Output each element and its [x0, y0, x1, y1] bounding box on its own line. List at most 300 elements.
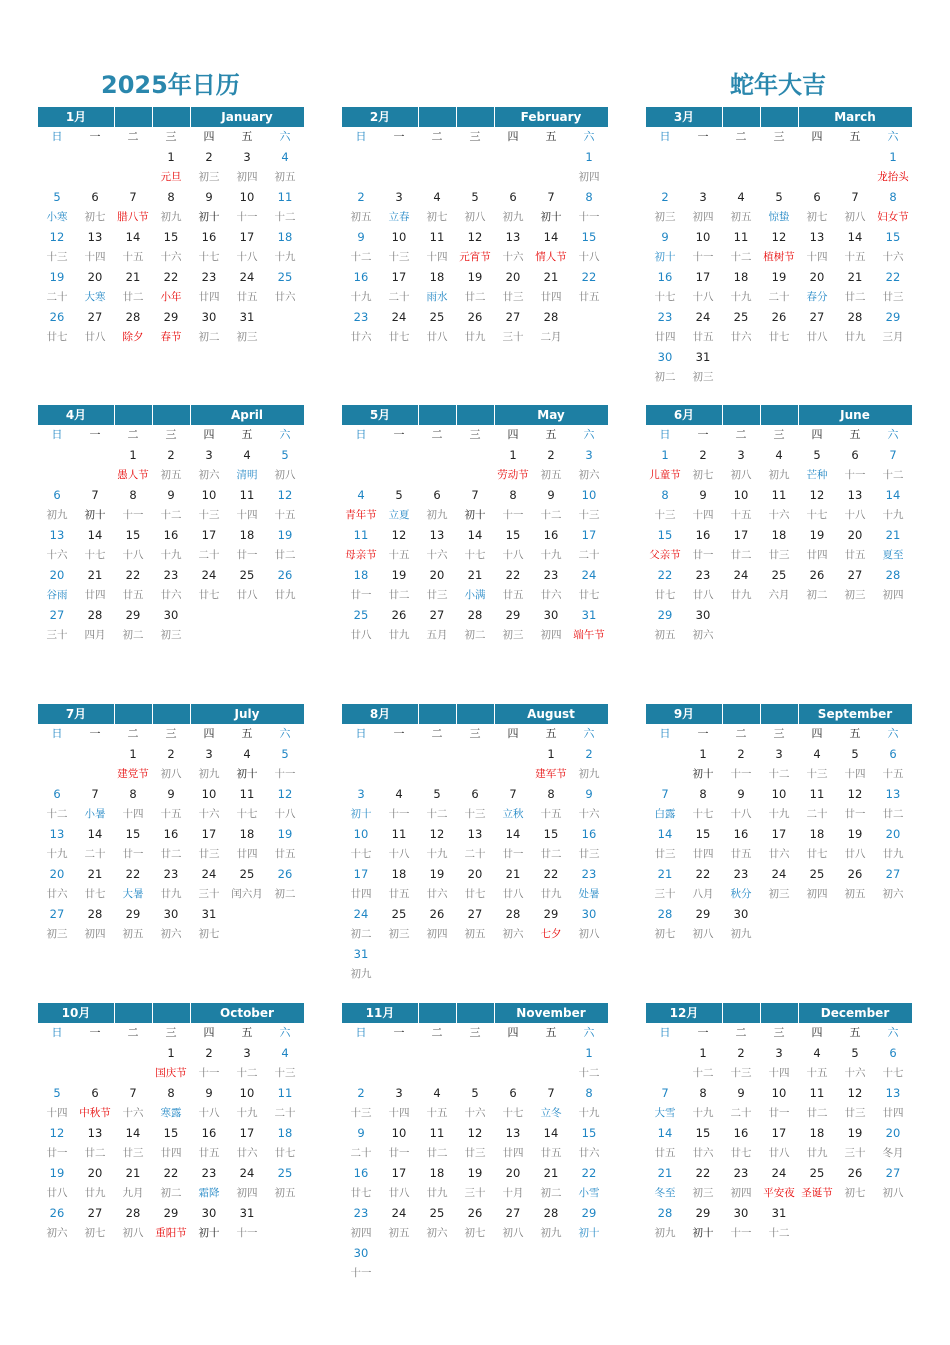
month-header	[38, 405, 304, 425]
month-header	[342, 405, 608, 425]
lunar-cell	[798, 625, 836, 645]
lunar-cell: 廿八	[768, 1147, 790, 1159]
lunar-cell: 初五	[160, 469, 182, 481]
lunar-cell	[380, 1063, 418, 1083]
date-cell: 18	[809, 827, 825, 841]
lunar-cell: 初九	[540, 1227, 562, 1239]
lunar-cell: 闰六月	[231, 888, 263, 900]
date-cell	[342, 445, 380, 465]
lunar-row	[646, 545, 912, 565]
date-cell	[38, 445, 76, 465]
lunar-cell: 廿八	[502, 888, 524, 900]
lunar-cell: 二十	[388, 291, 410, 303]
date-cell: 26	[49, 310, 65, 324]
lunar-cell: 端午节	[573, 629, 605, 641]
lunar-cell: 初二	[540, 1187, 562, 1199]
date-cell: 26	[467, 1206, 483, 1220]
date-cell: 13	[505, 1126, 521, 1140]
header-divider	[494, 107, 495, 127]
lunar-cell: 初五	[274, 171, 296, 183]
lunar-row	[38, 1143, 304, 1163]
lunar-cell: 十七	[806, 509, 828, 521]
lunar-cell: 六月	[768, 589, 790, 601]
date-cell: 24	[391, 310, 407, 324]
date-cell: 24	[695, 310, 711, 324]
month-number: 12月	[669, 1006, 699, 1020]
lunar-cell: 初十	[578, 1227, 600, 1239]
date-cell: 4	[813, 747, 821, 761]
date-cell: 13	[505, 230, 521, 244]
lunar-cell: 廿九	[160, 888, 182, 900]
date-cell: 20	[809, 270, 825, 284]
lunar-cell: 廿九	[730, 589, 752, 601]
date-cell: 23	[201, 1166, 217, 1180]
lunar-cell: 十七	[502, 1107, 524, 1119]
weekday-label: 二	[127, 428, 139, 441]
lunar-cell: 初九	[768, 469, 790, 481]
lunar-cell	[494, 1263, 532, 1283]
date-cell: 10	[771, 787, 787, 801]
date-cell: 8	[585, 190, 593, 204]
lunar-cell: 十三	[46, 251, 68, 263]
date-cell: 5	[281, 747, 289, 761]
lunar-cell: 十六	[882, 251, 904, 263]
date-cell: 23	[733, 1166, 749, 1180]
lunar-cell: 十二	[882, 469, 904, 481]
lunar-cell: 廿一	[768, 1107, 790, 1119]
lunar-cell: 廿七	[464, 888, 486, 900]
lunar-cell: 十三	[198, 509, 220, 521]
lunar-cell: 十五	[274, 509, 296, 521]
date-row	[342, 1243, 608, 1263]
weekday-label: 日	[659, 1026, 671, 1039]
date-cell	[418, 1043, 456, 1063]
lunar-cell	[836, 625, 874, 645]
date-cell: 12	[771, 230, 787, 244]
lunar-cell: 廿三	[198, 848, 220, 860]
lunar-cell: 十二	[768, 1227, 790, 1239]
date-row	[342, 267, 608, 287]
date-cell: 24	[771, 1166, 787, 1180]
date-cell: 2	[167, 448, 175, 462]
date-cell: 31	[353, 947, 369, 961]
date-cell: 26	[277, 568, 293, 582]
date-cell: 21	[467, 568, 483, 582]
lunar-cell: 廿四	[654, 331, 676, 343]
lunar-cell	[874, 625, 912, 645]
header-divider	[456, 107, 457, 127]
date-cell: 21	[125, 270, 141, 284]
lunar-cell	[874, 1223, 912, 1243]
date-cell: 30	[733, 1206, 749, 1220]
lunar-cell: 十七	[464, 549, 486, 561]
month-header	[342, 107, 608, 127]
date-cell: 3	[737, 448, 745, 462]
lunar-cell: 初六	[198, 469, 220, 481]
lunar-cell: 初二	[198, 331, 220, 343]
date-cell: 20	[885, 827, 901, 841]
date-cell: 16	[201, 230, 217, 244]
weekday-label: 五	[241, 727, 253, 740]
lunar-cell: 二十	[768, 291, 790, 303]
header-divider	[418, 107, 419, 127]
header-divider	[114, 107, 115, 127]
date-row	[342, 485, 608, 505]
date-cell: 20	[49, 568, 65, 582]
weekday-label: 六	[887, 727, 899, 740]
date-cell: 17	[391, 270, 407, 284]
date-cell: 30	[695, 608, 711, 622]
lunar-cell: 廿八	[426, 331, 448, 343]
lunar-row	[646, 505, 912, 525]
date-cell: 31	[239, 310, 255, 324]
lunar-cell	[266, 625, 304, 645]
date-cell: 8	[547, 787, 555, 801]
lunar-cell	[418, 167, 456, 187]
lunar-cell	[798, 167, 836, 187]
lunar-cell: 十二	[730, 251, 752, 263]
date-row	[342, 1083, 608, 1103]
lunar-cell	[76, 465, 114, 485]
lunar-cell	[684, 167, 722, 187]
weekday-label: 三	[165, 727, 177, 740]
date-cell: 26	[467, 310, 483, 324]
lunar-cell: 廿二	[806, 1107, 828, 1119]
date-cell	[380, 944, 418, 964]
date-row	[646, 744, 912, 764]
date-cell	[38, 147, 76, 167]
date-row	[646, 565, 912, 585]
date-cell: 19	[277, 528, 293, 542]
date-cell: 11	[239, 488, 255, 502]
date-cell: 29	[695, 907, 711, 921]
weekday-label: 一	[89, 1026, 101, 1039]
date-cell: 7	[889, 448, 897, 462]
date-row	[38, 824, 304, 844]
date-cell	[76, 744, 114, 764]
lunar-cell: 雨水	[426, 291, 448, 303]
lunar-cell: 三十	[502, 331, 524, 343]
date-cell: 14	[657, 827, 673, 841]
date-cell: 21	[847, 270, 863, 284]
header-divider	[494, 405, 495, 425]
lunar-cell: 十二	[236, 1067, 258, 1079]
date-cell: 5	[53, 1086, 61, 1100]
lunar-cell: 二十	[464, 848, 486, 860]
lunar-cell: 除夕	[122, 331, 144, 343]
weekday-row	[342, 425, 608, 445]
date-cell	[532, 944, 570, 964]
date-cell	[874, 904, 912, 924]
lunar-cell: 十四	[806, 251, 828, 263]
date-row	[342, 944, 608, 964]
date-cell	[228, 605, 266, 625]
month-number: 5月	[369, 408, 391, 422]
date-cell	[570, 1243, 608, 1263]
date-row	[342, 147, 608, 167]
date-cell: 10	[391, 230, 407, 244]
date-row	[38, 525, 304, 545]
weekday-label: 三	[165, 1026, 177, 1039]
date-cell: 5	[281, 448, 289, 462]
weekday-label: 三	[469, 1026, 481, 1039]
date-cell: 9	[661, 230, 669, 244]
date-row	[38, 1083, 304, 1103]
lunar-cell: 谷雨	[46, 589, 68, 601]
date-cell: 15	[125, 827, 141, 841]
date-cell	[722, 347, 760, 367]
date-cell: 30	[581, 907, 597, 921]
date-cell: 10	[695, 230, 711, 244]
date-cell: 28	[847, 310, 863, 324]
lunar-row	[38, 585, 304, 605]
lunar-row	[646, 924, 912, 944]
date-cell	[760, 605, 798, 625]
date-cell	[418, 1243, 456, 1263]
lunar-cell: 十五	[806, 1067, 828, 1079]
lunar-cell: 十四	[236, 509, 258, 521]
date-cell: 9	[167, 488, 175, 502]
lunar-cell: 十五	[882, 768, 904, 780]
date-cell: 8	[699, 787, 707, 801]
date-cell: 22	[695, 867, 711, 881]
lunar-cell: 廿二	[388, 589, 410, 601]
weekday-label: 六	[887, 130, 899, 143]
lunar-cell: 廿四	[540, 291, 562, 303]
date-cell: 30	[733, 907, 749, 921]
date-cell: 3	[585, 448, 593, 462]
date-cell: 21	[885, 528, 901, 542]
date-cell: 27	[429, 608, 445, 622]
lunar-cell: 十八	[198, 1107, 220, 1119]
header-divider	[114, 405, 115, 425]
lunar-cell: 十九	[426, 848, 448, 860]
month-english-name: December	[820, 1006, 890, 1020]
date-cell	[760, 347, 798, 367]
date-cell: 21	[657, 1166, 673, 1180]
lunar-cell: 廿八	[692, 589, 714, 601]
lunar-cell: 初五	[274, 1187, 296, 1199]
lunar-cell	[798, 367, 836, 387]
lunar-cell	[342, 465, 380, 485]
date-cell	[494, 944, 532, 964]
date-cell: 14	[505, 827, 521, 841]
lunar-cell: 初五	[654, 629, 676, 641]
month-english-name: November	[516, 1006, 586, 1020]
date-row	[646, 347, 912, 367]
lunar-cell: 廿八	[236, 589, 258, 601]
date-row	[38, 307, 304, 327]
lunar-cell: 十一	[730, 768, 752, 780]
lunar-cell: 十二	[540, 509, 562, 521]
lunar-cell: 初二	[806, 589, 828, 601]
date-row	[342, 307, 608, 327]
date-cell: 24	[201, 867, 217, 881]
lunar-cell: 初六	[502, 928, 524, 940]
lunar-cell: 十八	[730, 808, 752, 820]
lunar-cell: 初五	[464, 928, 486, 940]
weekday-label: 六	[887, 428, 899, 441]
lunar-cell: 十三	[806, 768, 828, 780]
date-cell: 17	[201, 827, 217, 841]
lunar-cell: 建党节	[117, 768, 149, 780]
date-cell: 29	[163, 310, 179, 324]
lunar-cell: 二十	[350, 1147, 372, 1159]
weekday-label: 日	[355, 130, 367, 143]
lunar-cell	[836, 367, 874, 387]
date-row	[646, 1203, 912, 1223]
lunar-cell: 廿二	[464, 291, 486, 303]
lunar-cell: 十九	[236, 1107, 258, 1119]
lunar-cell: 廿五	[692, 331, 714, 343]
date-cell	[418, 744, 456, 764]
date-cell: 18	[733, 270, 749, 284]
date-cell: 15	[505, 528, 521, 542]
date-cell: 27	[885, 867, 901, 881]
lunar-cell: 初六	[46, 1227, 68, 1239]
date-cell: 26	[847, 867, 863, 881]
lunar-cell	[760, 625, 798, 645]
weekday-label: 一	[393, 727, 405, 740]
date-cell: 1	[661, 448, 669, 462]
date-cell	[342, 147, 380, 167]
lunar-cell: 十二	[578, 1067, 600, 1079]
lunar-cell: 初三	[654, 211, 676, 223]
date-cell	[380, 1043, 418, 1063]
date-row	[342, 445, 608, 465]
weekday-label: 三	[469, 130, 481, 143]
lunar-cell: 初二	[464, 629, 486, 641]
lunar-cell: 十九	[350, 291, 372, 303]
date-cell: 6	[851, 448, 859, 462]
date-cell: 23	[543, 568, 559, 582]
date-row	[342, 227, 608, 247]
date-cell: 19	[771, 270, 787, 284]
date-cell	[380, 744, 418, 764]
lunar-cell: 春节	[160, 331, 182, 343]
lunar-cell: 初八	[730, 469, 752, 481]
lunar-cell: 十一	[274, 768, 296, 780]
date-cell	[570, 944, 608, 964]
date-cell: 4	[433, 190, 441, 204]
date-cell: 4	[395, 787, 403, 801]
weekday-label: 日	[51, 1026, 63, 1039]
date-cell: 13	[467, 827, 483, 841]
date-cell: 21	[657, 867, 673, 881]
weekday-label: 六	[583, 727, 595, 740]
header-divider	[798, 405, 799, 425]
lunar-cell: 十一	[350, 1267, 372, 1279]
month-block-7	[38, 704, 304, 944]
weekday-label: 四	[507, 428, 519, 441]
weekday-label: 四	[507, 1026, 519, 1039]
date-cell: 17	[201, 528, 217, 542]
date-cell: 16	[733, 827, 749, 841]
lunar-cell	[114, 167, 152, 187]
lunar-cell	[266, 327, 304, 347]
lunar-cell: 初四	[730, 1187, 752, 1199]
lunar-cell: 初三	[388, 928, 410, 940]
date-cell: 21	[543, 1166, 559, 1180]
lunar-cell: 青年节	[345, 509, 377, 521]
date-cell: 23	[581, 867, 597, 881]
lunar-cell	[456, 1263, 494, 1283]
date-cell: 27	[505, 1206, 521, 1220]
weekday-label: 五	[241, 1026, 253, 1039]
date-cell: 9	[167, 787, 175, 801]
date-cell: 7	[91, 488, 99, 502]
weekday-label: 二	[735, 428, 747, 441]
date-cell: 2	[661, 190, 669, 204]
date-row	[38, 485, 304, 505]
date-row	[38, 784, 304, 804]
lunar-cell	[76, 764, 114, 784]
lunar-cell: 廿四	[198, 291, 220, 303]
date-cell: 16	[353, 1166, 369, 1180]
date-cell	[114, 147, 152, 167]
lunar-cell: 立夏	[388, 509, 410, 521]
lunar-cell	[646, 1063, 684, 1083]
date-cell: 6	[53, 488, 61, 502]
date-cell: 22	[581, 270, 597, 284]
weekday-label: 四	[507, 727, 519, 740]
date-cell: 29	[885, 310, 901, 324]
lunar-row	[38, 884, 304, 904]
weekday-label: 四	[811, 1026, 823, 1039]
date-cell: 27	[49, 907, 65, 921]
date-cell	[798, 347, 836, 367]
date-cell: 1	[129, 747, 137, 761]
date-row	[38, 1163, 304, 1183]
lunar-cell: 十月	[502, 1187, 524, 1199]
weekday-label: 日	[355, 727, 367, 740]
month-block-6	[646, 405, 912, 645]
lunar-cell: 初八	[274, 469, 296, 481]
date-row	[38, 1123, 304, 1143]
lunar-cell	[114, 1063, 152, 1083]
date-cell: 7	[471, 488, 479, 502]
lunar-cell: 廿二	[730, 549, 752, 561]
lunar-cell: 十七	[198, 251, 220, 263]
lunar-cell: 元旦	[160, 171, 182, 183]
lunar-cell: 廿一	[122, 848, 144, 860]
weekday-label: 五	[849, 428, 861, 441]
lunar-cell: 廿一	[844, 808, 866, 820]
lunar-cell: 四月	[84, 629, 106, 641]
lunar-cell: 二十	[730, 1107, 752, 1119]
lunar-cell: 十二	[426, 808, 448, 820]
date-cell: 9	[357, 230, 365, 244]
date-cell: 15	[885, 230, 901, 244]
lunar-cell: 廿九	[426, 1187, 448, 1199]
lunar-cell: 十六	[160, 251, 182, 263]
date-cell: 18	[239, 827, 255, 841]
date-row	[646, 187, 912, 207]
date-cell: 24	[201, 568, 217, 582]
lunar-cell: 初九	[578, 768, 600, 780]
lunar-cell: 廿八	[388, 1187, 410, 1199]
lunar-cell: 小寒	[46, 211, 68, 223]
date-row	[342, 1043, 608, 1063]
date-cell: 1	[167, 1046, 175, 1060]
lunar-cell	[380, 1263, 418, 1283]
date-cell: 15	[163, 230, 179, 244]
date-cell	[266, 307, 304, 327]
lunar-cell: 八月	[692, 888, 714, 900]
lunar-cell	[760, 924, 798, 944]
date-cell: 19	[809, 528, 825, 542]
weekday-label: 二	[431, 1026, 443, 1039]
